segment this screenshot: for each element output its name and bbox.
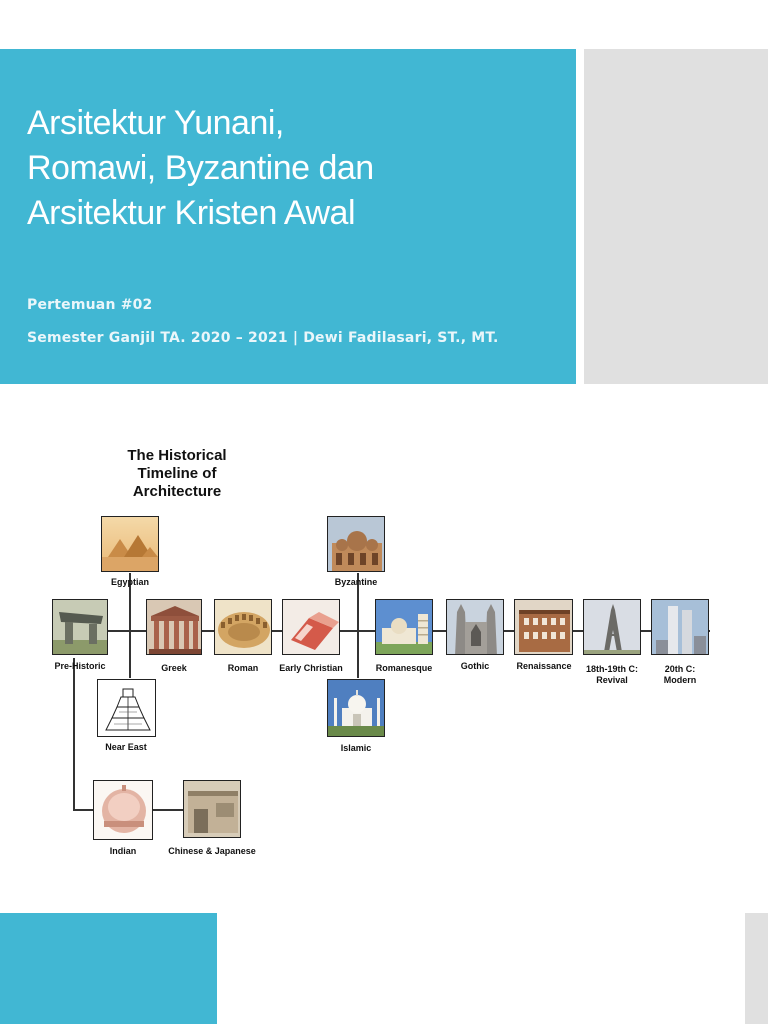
early-christian-label: Early Christian [279,663,343,673]
revival-label-line-1 [578,664,646,674]
romanesque-label: Romanesque [375,663,433,673]
footer-accent-panel [0,913,217,1024]
greek-label: Greek [161,663,187,673]
semester-info: Semester Ganjil TA. 2020 – 2021 | Dewi Fadilasari, ST., MT. [27,330,499,346]
meeting-label: Pertemuan #02 [27,297,153,313]
modern-image [651,599,709,655]
islamic-label: Islamic [340,743,372,753]
roman-image [214,599,272,655]
modern-label-line-2: Modern [663,675,697,685]
title-line-1: Arsitektur Yunani, [27,104,284,142]
greek-image [146,599,202,655]
footer-side-panel [745,913,768,1024]
renaissance-image [514,599,573,655]
side-panel [584,49,768,384]
near-east-label: Near East [105,742,147,752]
title-line-2: Romawi, Byzantine dan [27,149,374,187]
indian-image [93,780,153,840]
islamic-connector [357,630,359,678]
islamic-image [327,679,385,737]
title-line-3: Arsitektur Kristen Awal [27,194,356,232]
revival-label-line-2: Revival [596,675,628,685]
revival-era: 18th-19th C: [585,664,638,674]
timeline-heading-line-1: The Historical [127,447,227,464]
slide-title [27,101,567,236]
byzantine-image [327,516,385,572]
roman-label: Roman [227,663,259,673]
chinese-japanese-image [183,780,241,838]
prehistoric-label: Pre-Historic [54,661,106,671]
indian-label: Indian [109,846,137,856]
romanesque-image [375,599,433,655]
chinese-japanese-label: Chinese & Japanese [168,846,256,856]
timeline-heading [92,447,262,501]
revival-image [583,599,641,655]
early-christian-image [282,599,340,655]
egyptian-label: Egyptian [110,577,149,587]
egyptian-image [101,516,159,572]
gothic-label: Gothic [460,661,490,671]
prehistoric-branch-vertical [73,658,75,810]
prehistoric-image [52,599,108,655]
timeline-heading-line-2: Timeline of Architecture [132,465,222,500]
near-east-connector [129,630,131,678]
gothic-image [446,599,504,655]
modern-label-line-1: 20th C: [664,664,696,674]
near-east-image [97,679,156,737]
renaissance-label: Renaissance [516,661,572,671]
byzantine-label: Byzantine [334,577,378,587]
